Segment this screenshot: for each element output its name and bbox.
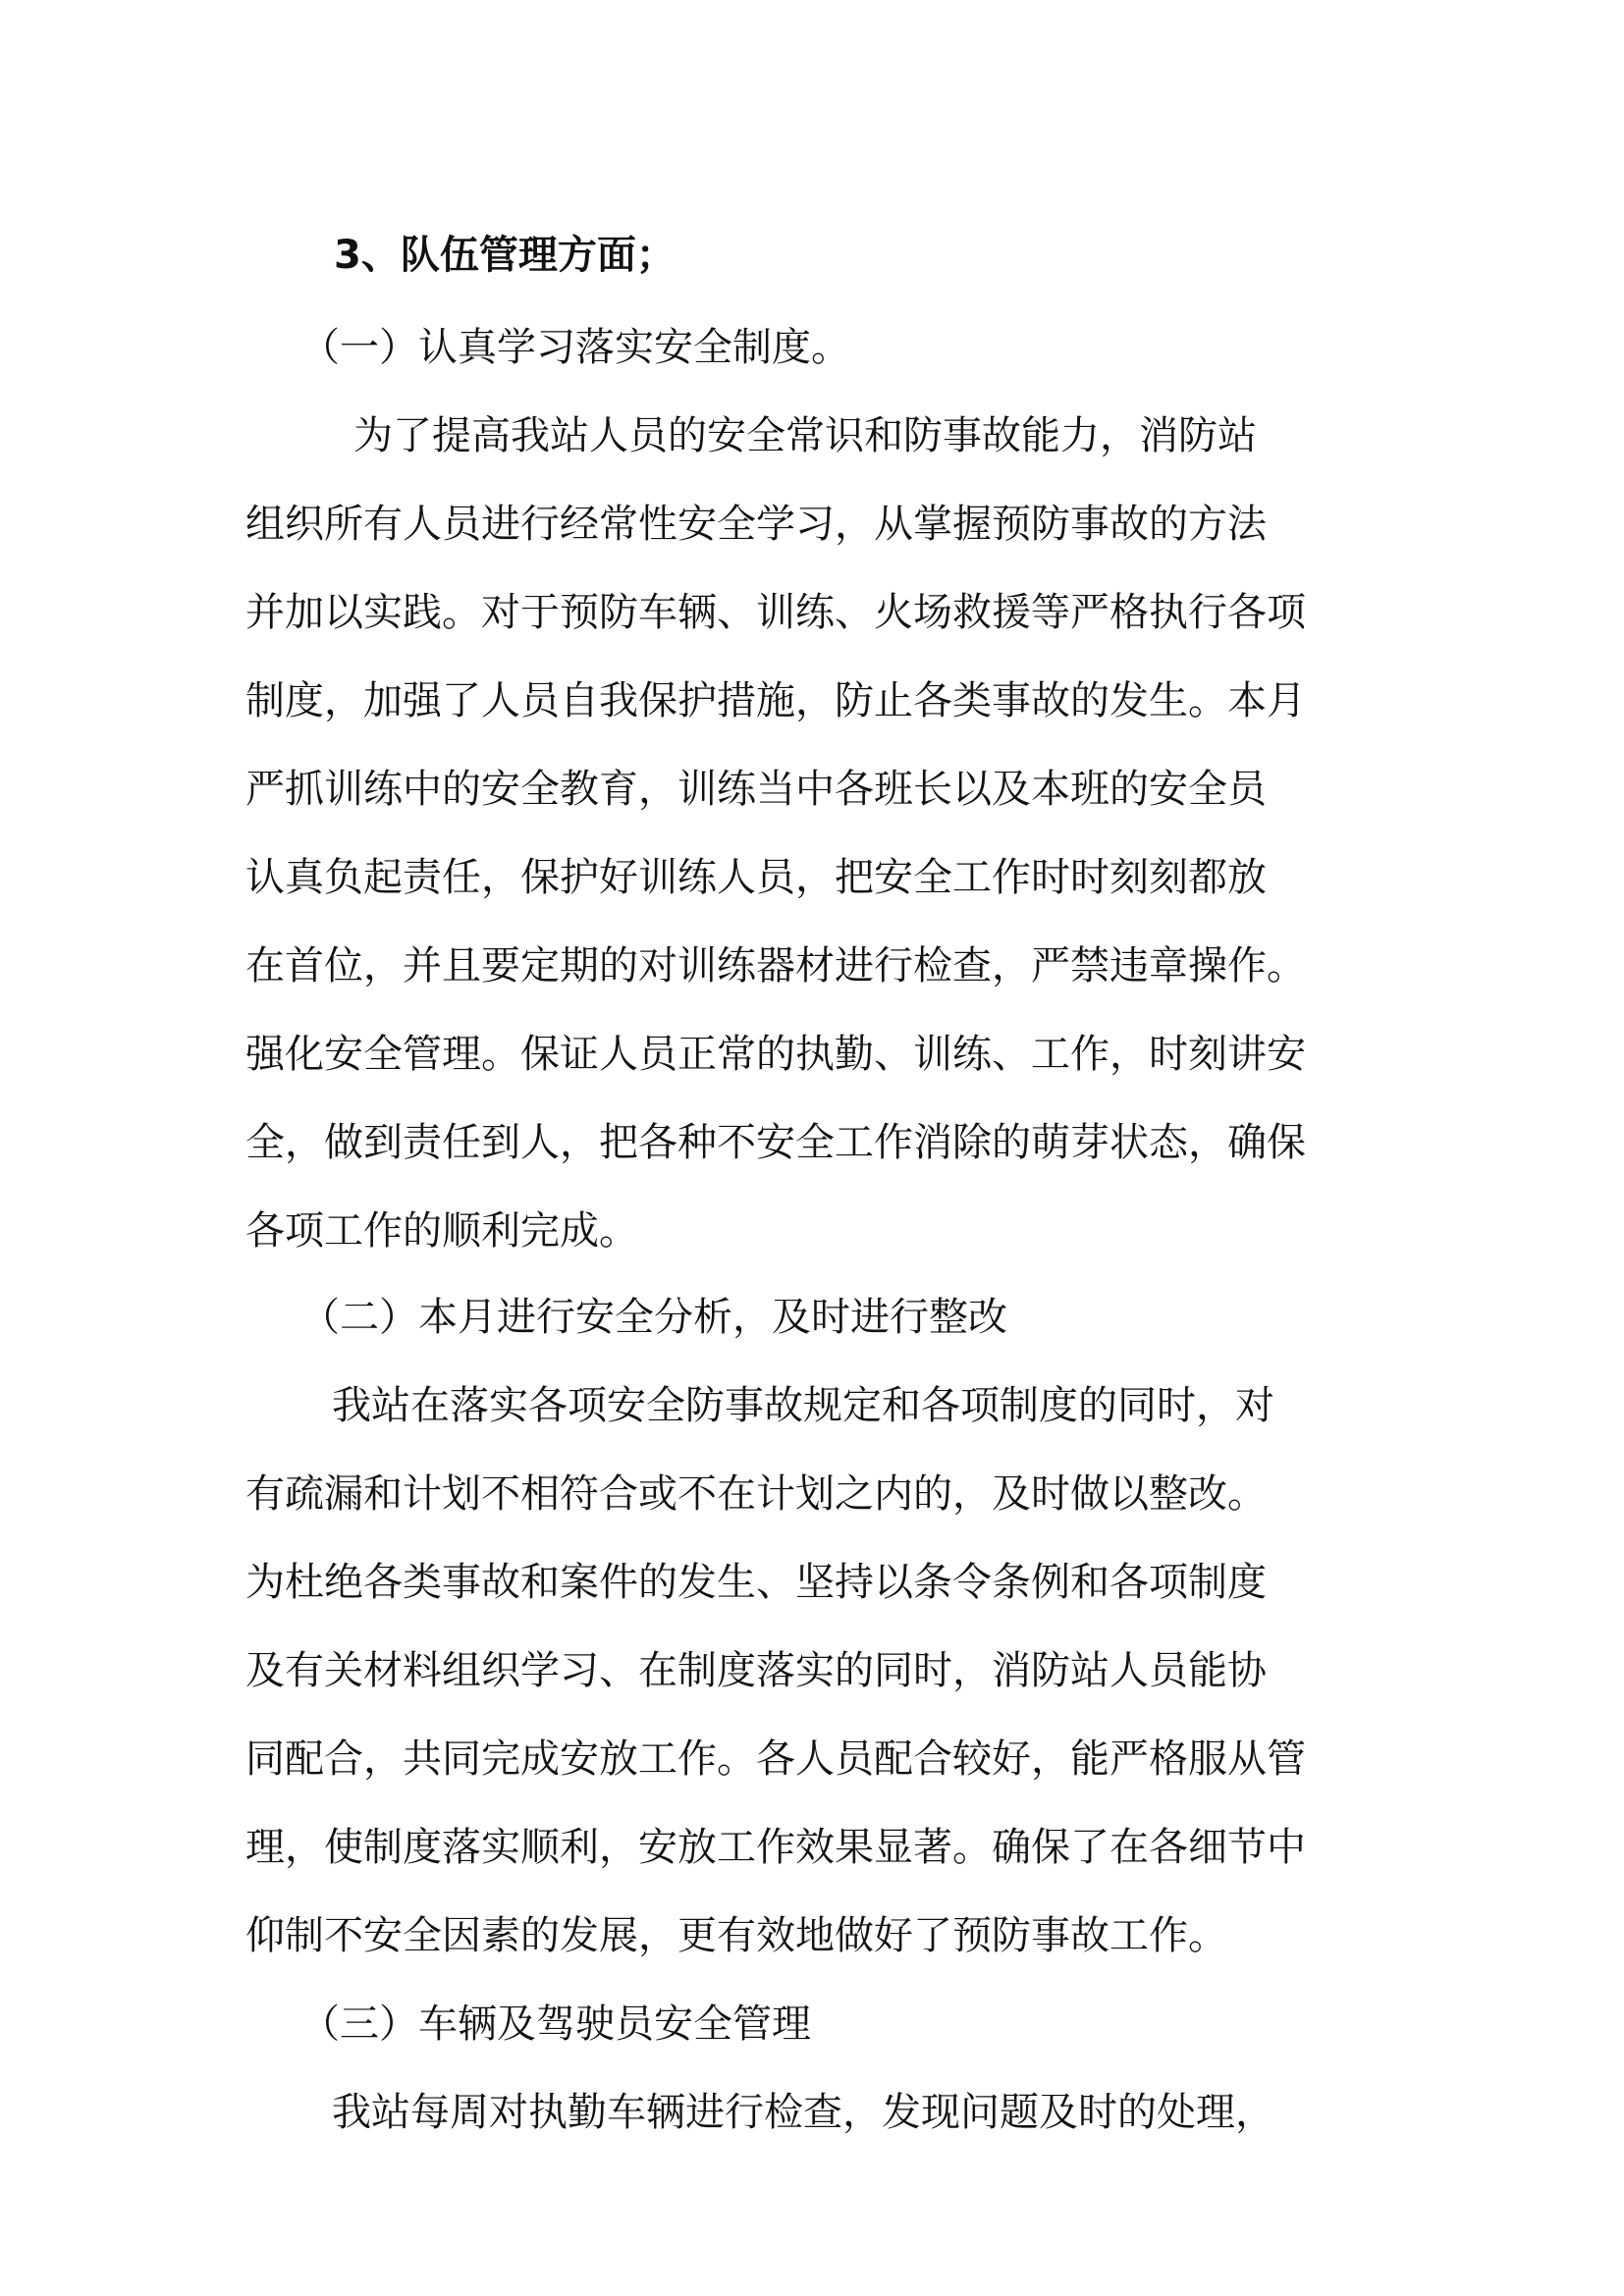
paragraph-line: 我站在落实各项安全防事故规定和各项制度的同时，对: [332, 1383, 1274, 1428]
paragraph-line: 同配合，共同完成安放工作。各人员配合较好，能严格服从管: [245, 1736, 1306, 1782]
paragraph-line: 为了提高我站人员的安全常识和防事故能力，消防站: [353, 413, 1257, 458]
paragraph-line: 严抓训练中的安全教育，训练当中各班长以及本班的安全员: [245, 767, 1267, 812]
paragraph-line: 强化安全管理。保证人员正常的执勤、训练、工作，时刻讲安: [245, 1032, 1306, 1077]
paragraph-line: 组织所有人员进行经常性安全学习，从掌握预防事故的方法: [245, 502, 1267, 547]
paragraph-line: 在首位，并且要定期的对训练器材进行检查，严禁违章操作。: [245, 943, 1306, 988]
paragraph-line: 各项工作的顺利完成。: [245, 1208, 638, 1254]
paragraph-line: 全，做到责任到人，把各种不安全工作消除的萌芽状态，确保: [245, 1120, 1306, 1165]
paragraph-line: 为杜绝各类事故和案件的发生、坚持以条令条例和各项制度: [245, 1560, 1267, 1605]
section-heading: 3、队伍管理方面；: [334, 233, 676, 278]
subsection-heading-2: （二）本月进行安全分析，及时进行整改: [300, 1295, 1007, 1340]
paragraph-line: 仰制不安全因素的发展，更有效地做好了预防事故工作。: [245, 1913, 1227, 1958]
paragraph-line: 制度，加强了人员自我保护措施，防止各类事故的发生。本月: [245, 678, 1306, 723]
paragraph-line: 有疏漏和计划不相符合或不在计划之内的，及时做以整改。: [245, 1471, 1267, 1517]
paragraph-line: 并加以实践。对于预防车辆、训练、火场救援等严格执行各项: [245, 590, 1306, 635]
subsection-heading-1: （一）认真学习落实安全制度。: [300, 325, 850, 370]
paragraph-line: 及有关材料组织学习、在制度落实的同时，消防站人员能协: [245, 1648, 1267, 1693]
paragraph-line: 我站每周对执勤车辆进行检查，发现问题及时的处理，: [332, 2090, 1274, 2135]
paragraph-line: 理，使制度落实顺利，安放工作效果显著。确保了在各细节中: [245, 1825, 1306, 1870]
subsection-heading-3: （三）车辆及驾驶员安全管理: [300, 2002, 811, 2047]
paragraph-line: 认真负起责任，保护好训练人员，把安全工作时时刻刻都放: [245, 855, 1267, 900]
